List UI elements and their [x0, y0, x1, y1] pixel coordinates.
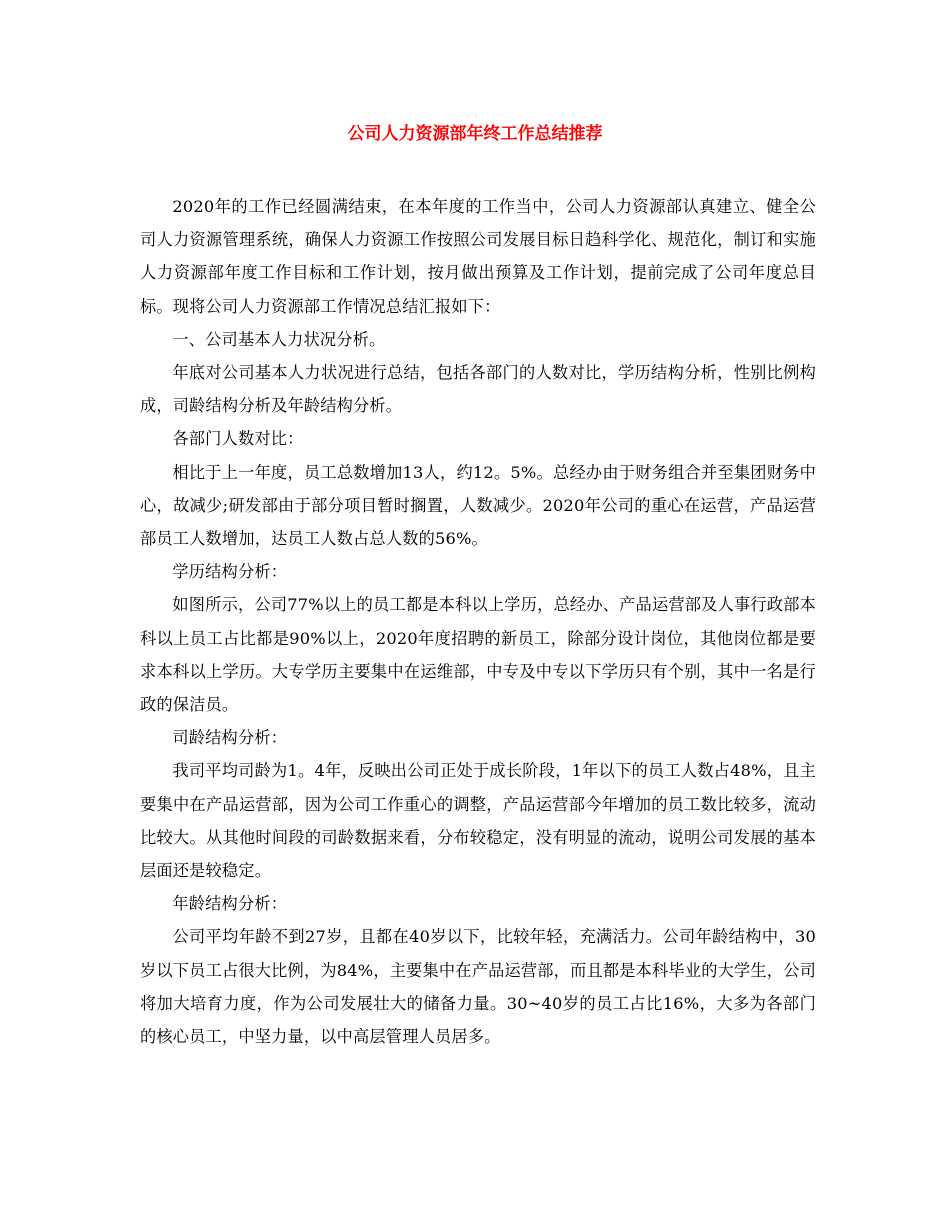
section-heading-basic-analysis: 一、公司基本人力状况分析。	[172, 329, 386, 349]
document-title: 公司人力资源部年终工作总结推荐	[347, 124, 603, 144]
paragraph-basic-analysis: 年底对公司基本人力状况进行总结，包括各部门的人数对比，学历结构分析，性别比例构成，司龄结构分析及年龄结构分析。	[140, 363, 816, 416]
paragraph-education-structure: 如图所示，公司77%以上的员工都是本科以上学历，总经办、产品运营部及人事行政部本科以上员工占比都是90%以上，2020年度招聘的新员工，除部分设计岗位，其他岗位都是要求本科以上学历。大专学历主要集中在运维部，中专及中专以下学历只有个别，其中一名是行政的保洁员。	[140, 595, 816, 715]
subheading-age-structure: 年龄结构分析：	[172, 894, 288, 914]
subheading-department-headcount: 各部门人数对比：	[172, 429, 304, 449]
paragraph-intro: 2020年的工作已经圆满结束，在本年度的工作当中，公司人力资源部认真建立、健全公司人力资源管理系统，确保人力资源工作按照公司发展目标日趋科学化、规范化，制订和实施人力资源部年度工作目标和工作计划，按月做出预算及工作计划，提前完成了公司年度总目标。现将公司人力资源部工作情况总结汇报如下：	[140, 197, 816, 316]
document-body	[140, 190, 816, 1053]
subheading-education-structure: 学历结构分析：	[172, 562, 288, 582]
paragraph-age-structure: 公司平均年龄不到27岁，且都在40岁以下，比较年轻，充满活力。公司年龄结构中，30岁以下员工占很大比例，为84%，主要集中在产品运营部，而且都是本科毕业的大学生，公司将加大培育力度，作为公司发展壮大的储备力量。30~40岁的员工占比16%，大多为各部门的核心员工，中坚力量，以中高层管理人员居多。	[140, 927, 816, 1047]
paragraph-tenure-structure: 我司平均司龄为1。4年，反映出公司正处于成长阶段，1年以下的员工人数占48%，且主要集中在产品运营部，因为公司工作重心的调整，产品运营部今年增加的员工数比较多，流动比较大。从其他时间段的司龄数据来看，分布较稳定，没有明显的流动，说明公司发展的基本层面还是较稳定。	[140, 761, 816, 881]
subheading-tenure-structure: 司龄结构分析：	[172, 728, 288, 748]
paragraph-department-headcount: 相比于上一年度，员工总数增加13人，约12。5%。总经办由于财务组合并至集团财务中心，故减少;研发部由于部分项目暂时搁置，人数减少。2020年公司的重心在运营，产品运营部员工人数增加，达员工人数占总人数的56%。	[140, 462, 816, 549]
